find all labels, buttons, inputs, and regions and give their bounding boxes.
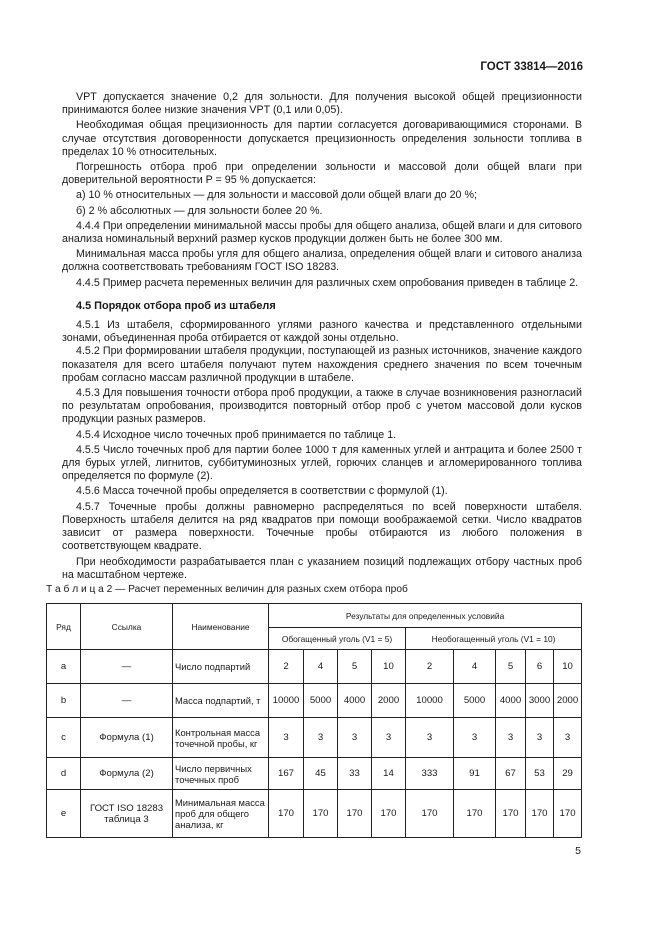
value-cell: 167 — [269, 758, 304, 790]
value-cell: 5000 — [454, 684, 496, 718]
table-row — [47, 790, 582, 838]
value-cell: 10 — [554, 650, 582, 684]
value-cell: 4000 — [496, 684, 526, 718]
value-cell: 33 — [338, 758, 372, 790]
value-cell: 4 — [454, 650, 496, 684]
reference-cell: ГОСТ ISO 18283 таблица 3 — [81, 790, 173, 838]
header-name: Наименование — [173, 604, 269, 650]
value-cell: 91 — [454, 758, 496, 790]
header-unenriched: Необогащенный уголь (V1 = 10) — [406, 628, 582, 650]
section-heading: 4.5 Порядок отбора проб из штабеля — [76, 299, 276, 312]
paragraph: 4.4.4 При определении минимальной массы пробы для общего анализа, общей влаги и для ситового анализа номинальный верхний размер кусков продукции должен быть не более 300 мм. — [62, 219, 582, 246]
name-cell: Контрольная масса точечной пробы, кг — [173, 718, 269, 758]
value-cell: 2000 — [554, 684, 582, 718]
value-cell: 5 — [496, 650, 526, 684]
table-caption: Т а б л и ц а 2 — Расчет переменных величин для разных схем отбора проб — [46, 584, 408, 595]
paragraph: 4.5.1 Из штабеля, сформированного углями разного качества и представленного отдельными зонами, объединенная проба отбирается от каждой зоны отдельно. — [62, 319, 582, 345]
name-cell: Число первичных точечных проб — [173, 758, 269, 790]
row-id-cell: a — [47, 650, 81, 684]
value-cell: 4 — [304, 650, 338, 684]
value-cell: 2 — [269, 650, 304, 684]
reference-cell: Формула (2) — [81, 758, 173, 790]
value-cell: 29 — [554, 758, 582, 790]
value-cell: 10000 — [269, 684, 304, 718]
value-cell: 3 — [304, 718, 338, 758]
main-text — [62, 91, 582, 582]
paragraph: 4.5.3 Для повышения точности отбора проб продукции, а также в случае возникновения разногласий по результатам опробования, производится повторный отбор проб с учетом массовой доли кусков продукции разных размеров. — [62, 387, 582, 426]
reference-cell: Формула (1) — [81, 718, 173, 758]
header-row: Ряд — [47, 604, 81, 650]
value-cell: 45 — [304, 758, 338, 790]
value-cell: 5 — [338, 650, 372, 684]
value-cell: 170 — [496, 790, 526, 838]
value-cell: 3 — [526, 718, 554, 758]
paragraph: VPT допускается значение 0,2 для зольности. Для получения высокой общей прецизионности принимаются более низкие значения VPT (0,1 или 0,05). — [62, 91, 582, 117]
value-cell: 53 — [526, 758, 554, 790]
row-id-cell: e — [47, 790, 81, 838]
paragraph: Минимальная масса пробы угля для общего анализа, определения общей влаги и ситового анализа должна соответствовать требованиям ГОСТ ISO 18283. — [62, 248, 582, 274]
paragraph: 4.5.7 Точечные пробы должны равномерно распределяться по всей поверхности штабеля. Поверхность штабеля делится на ряд квадратов при помощи воображаемой сетки. Число квадратов зависит от размера поверхности. Точечные пробы отбираются из любого положения в соответствующем квадрате. — [62, 500, 582, 553]
header-enriched: Обогащенный уголь (V1 = 5) — [269, 628, 406, 650]
table-row — [47, 684, 582, 718]
name-cell: Минимальная масса проб для общего анализа, кг — [173, 790, 269, 838]
paragraph: Погрешность отбора проб при определении зольности и массовой доли общей влаги при доверительной вероятности P = 95 % допускается: — [62, 161, 582, 187]
value-cell: 2 — [406, 650, 454, 684]
paragraph: 4.5.5 Число точечных проб для партии более 1000 т для каменных углей и антрацита и более 2500 т для бурых углей, лигнитов, суббитуминозных углей, горючих сланцев и агломерированного топлива определяется по формуле (2). — [62, 443, 582, 483]
value-cell: 170 — [338, 790, 372, 838]
row-id-cell: b — [47, 684, 81, 718]
paragraph: 4.5.4 Исходное число точечных проб принимается по таблице 1. — [76, 428, 397, 441]
value-cell: 3000 — [526, 684, 554, 718]
value-cell: 170 — [406, 790, 454, 838]
value-cell: 3 — [496, 718, 526, 758]
reference-cell: — — [81, 684, 173, 718]
value-cell: 170 — [269, 790, 304, 838]
value-cell: 10 — [372, 650, 406, 684]
reference-cell: — — [81, 650, 173, 684]
results-table — [46, 603, 582, 838]
value-cell: 3 — [372, 718, 406, 758]
value-cell: 170 — [454, 790, 496, 838]
value-cell: 3 — [454, 718, 496, 758]
row-id-cell: c — [47, 718, 81, 758]
value-cell: 6 — [526, 650, 554, 684]
value-cell: 4000 — [338, 684, 372, 718]
paragraph: 4.4.5 Пример расчета переменных величин для различных схем опробования приведен в таблице 2. — [76, 276, 579, 289]
list-item: б) 2 % абсолютных — для зольности более 20 %. — [76, 204, 323, 217]
value-cell: 3 — [406, 718, 454, 758]
paragraph: 4.5.2 При формировании штабеля продукции, поступающей из разных источников, значение каждого показателя для всего штабеля получают путем нахождения среднего значения по всем точечным пробам согласно массам различной продукции в штабеле. — [62, 345, 582, 384]
value-cell: 2000 — [372, 684, 406, 718]
paragraph: При необходимости разрабатывается план с указанием позиций подлежащих отбору частных проб на масштабном чертеже. — [62, 555, 582, 581]
value-cell: 333 — [406, 758, 454, 790]
row-id-cell: d — [47, 758, 81, 790]
name-cell: Масса подпартий, т — [173, 684, 269, 718]
value-cell: 5000 — [304, 684, 338, 718]
document-header: ГОСТ 33814—2016 — [480, 61, 583, 73]
value-cell: 170 — [304, 790, 338, 838]
table-row — [47, 650, 582, 684]
table-body — [47, 650, 582, 838]
value-cell: 170 — [372, 790, 406, 838]
paragraph: 4.5.6 Масса точечной пробы определяется в соответствии с формулой (1). — [76, 485, 448, 498]
value-cell: 3 — [338, 718, 372, 758]
value-cell: 170 — [554, 790, 582, 838]
header-results: Результаты для определенных условийa — [269, 604, 582, 628]
value-cell: 3 — [269, 718, 304, 758]
page-number: 5 — [575, 845, 581, 857]
value-cell: 3 — [554, 718, 582, 758]
name-cell: Число подпартий — [173, 650, 269, 684]
paragraph: Необходимая общая прецизионность для партии согласуется договаривающимися сторонами. В случае отсутствия договоренности допускается прецизионность определения зольности топлива в пределах 10 % относительных. — [62, 119, 582, 158]
value-cell: 10000 — [406, 684, 454, 718]
value-cell: 67 — [496, 758, 526, 790]
header-ref: Ссылка — [81, 604, 173, 650]
value-cell: 14 — [372, 758, 406, 790]
table-row — [47, 758, 582, 790]
value-cell: 170 — [526, 790, 554, 838]
table-row — [47, 718, 582, 758]
list-item: а) 10 % относительных — для зольности и массовой доли общей влаги до 20 %; — [76, 189, 477, 202]
